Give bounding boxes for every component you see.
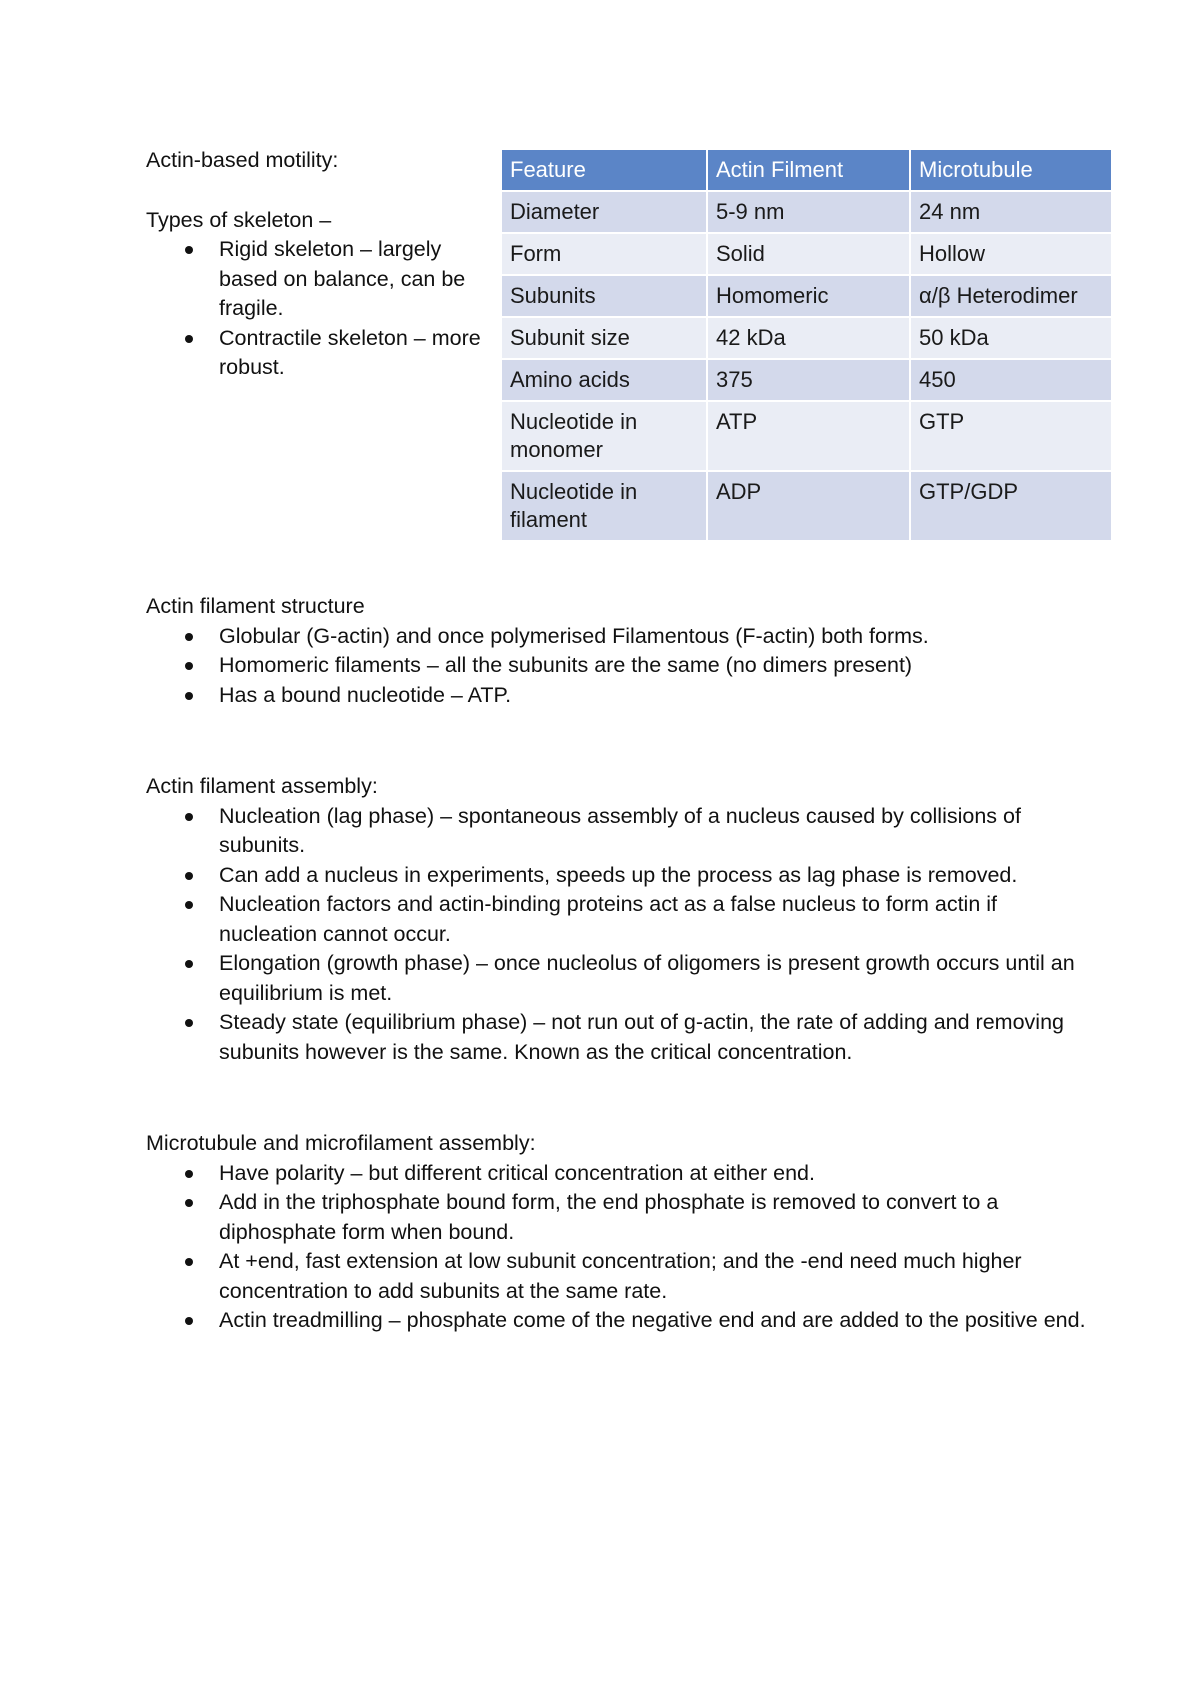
list-item: Globular (G-actin) and once polymerised Filamentous (F-actin) both forms. (146, 622, 1096, 652)
table-row (502, 359, 1112, 401)
table-cell: α/β Heterodimer (910, 275, 1112, 317)
table-cell: ATP (707, 401, 910, 471)
table-cell: 450 (910, 359, 1112, 401)
table-cell: Form (502, 233, 707, 275)
table-cell: 50 kDa (910, 317, 1112, 359)
microtubule-section (146, 1129, 1096, 1336)
section-heading: Microtubule and microfilament assembly: (146, 1131, 536, 1155)
section-heading: Actin filament structure (146, 594, 365, 618)
list-item: Contractile skeleton – more robust. (146, 324, 486, 383)
skeleton-heading: Types of skeleton – (146, 207, 332, 232)
intro-title: Actin-based motility: (146, 148, 339, 172)
skeleton-list (146, 235, 486, 383)
table-cell: 5-9 nm (707, 191, 910, 233)
list-item: Have polarity – but different critical concentration at either end. (146, 1159, 1096, 1189)
table-cell: Amino acids (502, 359, 707, 401)
list-item: Add in the triphosphate bound form, the end phosphate is removed to convert to a diphosphate form when bound. (146, 1188, 1096, 1247)
table-cell: GTP (910, 401, 1112, 471)
structure-section (146, 592, 1096, 710)
table-row (502, 275, 1112, 317)
list-item: Steady state (equilibrium phase) – not run out of g-actin, the rate of adding and removing subunits however is the same. Known as the critical concentration. (146, 1008, 1096, 1067)
table-header-row (502, 150, 1112, 191)
table-cell: 42 kDa (707, 317, 910, 359)
table-cell: Nucleotide in monomer (502, 401, 707, 471)
table-row (502, 233, 1112, 275)
table-cell: Diameter (502, 191, 707, 233)
list-item: At +end, fast extension at low subunit concentration; and the -end need much higher concentration to add subunits at the same rate. (146, 1247, 1096, 1306)
column-header-feature: Feature (502, 150, 707, 191)
list-item: Nucleation factors and actin-binding proteins act as a false nucleus to form actin if nucleation cannot occur. (146, 890, 1096, 949)
structure-list (146, 622, 1096, 711)
table-cell: Nucleotide in filament (502, 471, 707, 541)
list-item: Actin treadmilling – phosphate come of the negative end and are added to the positive end. (146, 1306, 1096, 1336)
comparison-table (502, 150, 1113, 542)
column-header-actin: Actin Filment (707, 150, 910, 191)
table-row (502, 191, 1112, 233)
table-cell: Homomeric (707, 275, 910, 317)
table-cell: Solid (707, 233, 910, 275)
table-cell: 375 (707, 359, 910, 401)
table-cell: Hollow (910, 233, 1112, 275)
table-cell: Subunit size (502, 317, 707, 359)
micro-list (146, 1159, 1096, 1336)
section-heading: Actin filament assembly: (146, 774, 378, 798)
table-cell: ADP (707, 471, 910, 541)
list-item: Has a bound nucleotide – ATP. (146, 681, 1096, 711)
table-row (502, 401, 1112, 471)
column-header-microtubule: Microtubule (910, 150, 1112, 191)
table-row (502, 471, 1112, 541)
list-item: Nucleation (lag phase) – spontaneous assembly of a nucleus caused by collisions of subunits. (146, 802, 1096, 861)
spacer (146, 176, 486, 206)
list-item: Rigid skeleton – largely based on balance, can be fragile. (146, 235, 486, 324)
assembly-section (146, 772, 1096, 1067)
table-cell: 24 nm (910, 191, 1112, 233)
list-item: Elongation (growth phase) – once nucleolus of oligomers is present growth occurs until an equilibrium is met. (146, 949, 1096, 1008)
list-item: Homomeric filaments – all the subunits are the same (no dimers present) (146, 651, 1096, 681)
intro-section (146, 146, 486, 383)
table-cell: Subunits (502, 275, 707, 317)
table-row (502, 317, 1112, 359)
table-cell: GTP/GDP (910, 471, 1112, 541)
list-item: Can add a nucleus in experiments, speeds up the process as lag phase is removed. (146, 861, 1096, 891)
assembly-list (146, 802, 1096, 1068)
